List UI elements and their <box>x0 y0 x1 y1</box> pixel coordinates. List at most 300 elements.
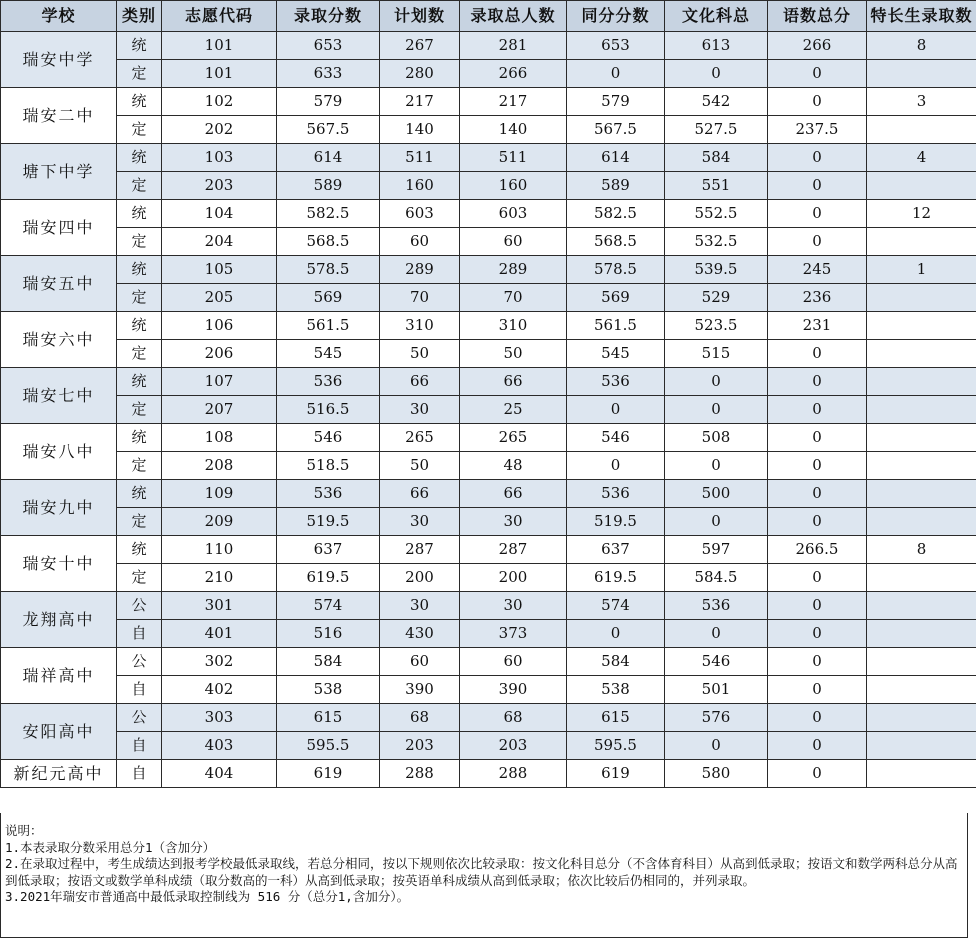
category-cell: 统 <box>117 256 162 284</box>
culture-total-cell: 0 <box>665 732 768 760</box>
admitted-total-cell: 266 <box>460 60 567 88</box>
school-name-cell: 新纪元高中 <box>1 760 117 788</box>
tie-score-cell: 536 <box>567 368 665 396</box>
plan-count-cell: 70 <box>380 284 460 312</box>
tie-score-cell: 615 <box>567 704 665 732</box>
admission-score-cell: 516 <box>277 620 380 648</box>
admission-score-cell: 519.5 <box>277 508 380 536</box>
chinese-math-total-cell: 0 <box>768 452 867 480</box>
specialty-count-cell <box>867 480 976 508</box>
tie-score-cell: 595.5 <box>567 732 665 760</box>
school-name-cell: 安阳高中 <box>1 704 117 760</box>
specialty-count-cell <box>867 340 976 368</box>
culture-total-cell: 501 <box>665 676 768 704</box>
culture-total-cell: 536 <box>665 592 768 620</box>
specialty-count-cell <box>867 592 976 620</box>
admission-score-cell: 574 <box>277 592 380 620</box>
notes-title: 说明： <box>5 823 43 838</box>
admitted-total-cell: 373 <box>460 620 567 648</box>
tie-score-cell: 0 <box>567 60 665 88</box>
admitted-total-cell: 217 <box>460 88 567 116</box>
code-cell: 204 <box>162 228 277 256</box>
header-tie-score: 同分分数 <box>567 1 665 32</box>
culture-total-cell: 529 <box>665 284 768 312</box>
plan-count-cell: 265 <box>380 424 460 452</box>
table-row <box>1 676 976 704</box>
specialty-count-cell: 4 <box>867 144 976 172</box>
category-cell: 公 <box>117 704 162 732</box>
admission-score-cell: 584 <box>277 648 380 676</box>
code-cell: 404 <box>162 760 277 788</box>
admitted-total-cell: 265 <box>460 424 567 452</box>
header-row <box>1 1 976 32</box>
tie-score-cell: 538 <box>567 676 665 704</box>
school-name-cell: 瑞安六中 <box>1 312 117 368</box>
specialty-count-cell <box>867 508 976 536</box>
header-code: 志愿代码 <box>162 1 277 32</box>
plan-count-cell: 66 <box>380 480 460 508</box>
admitted-total-cell: 287 <box>460 536 567 564</box>
admission-score-cell: 579 <box>277 88 380 116</box>
tie-score-cell: 619 <box>567 760 665 788</box>
table-row <box>1 620 976 648</box>
culture-total-cell: 542 <box>665 88 768 116</box>
table-row <box>1 172 976 200</box>
admission-score-cell: 637 <box>277 536 380 564</box>
code-cell: 303 <box>162 704 277 732</box>
table-row <box>1 452 976 480</box>
specialty-count-cell <box>867 228 976 256</box>
code-cell: 109 <box>162 480 277 508</box>
admitted-total-cell: 48 <box>460 452 567 480</box>
admitted-total-cell: 281 <box>460 32 567 60</box>
table-row <box>1 116 976 144</box>
header-plan-count: 计划数 <box>380 1 460 32</box>
culture-total-cell: 539.5 <box>665 256 768 284</box>
school-name-cell: 瑞安十中 <box>1 536 117 592</box>
chinese-math-total-cell: 0 <box>768 508 867 536</box>
table-row <box>1 592 976 620</box>
header-admission-score: 录取分数 <box>277 1 380 32</box>
admission-score-cell: 589 <box>277 172 380 200</box>
category-cell: 统 <box>117 312 162 340</box>
table-row <box>1 340 976 368</box>
specialty-count-cell <box>867 396 976 424</box>
code-cell: 301 <box>162 592 277 620</box>
admitted-total-cell: 30 <box>460 508 567 536</box>
plan-count-cell: 66 <box>380 368 460 396</box>
specialty-count-cell <box>867 172 976 200</box>
admitted-total-cell: 203 <box>460 732 567 760</box>
admitted-total-cell: 511 <box>460 144 567 172</box>
chinese-math-total-cell: 266 <box>768 32 867 60</box>
culture-total-cell: 584.5 <box>665 564 768 592</box>
tie-score-cell: 582.5 <box>567 200 665 228</box>
table-row <box>1 396 976 424</box>
code-cell: 104 <box>162 200 277 228</box>
admitted-total-cell: 160 <box>460 172 567 200</box>
code-cell: 105 <box>162 256 277 284</box>
tie-score-cell: 568.5 <box>567 228 665 256</box>
admitted-total-cell: 66 <box>460 368 567 396</box>
category-cell: 公 <box>117 592 162 620</box>
code-cell: 402 <box>162 676 277 704</box>
plan-count-cell: 30 <box>380 396 460 424</box>
notes-line-3: 3.2021年瑞安市普通高中最低录取控制线为 516 分（总分1,含加分）。 <box>5 889 410 904</box>
category-cell: 统 <box>117 144 162 172</box>
culture-total-cell: 523.5 <box>665 312 768 340</box>
chinese-math-total-cell: 266.5 <box>768 536 867 564</box>
admission-score-cell: 516.5 <box>277 396 380 424</box>
chinese-math-total-cell: 0 <box>768 144 867 172</box>
code-cell: 101 <box>162 32 277 60</box>
plan-count-cell: 390 <box>380 676 460 704</box>
admitted-total-cell: 289 <box>460 256 567 284</box>
plan-count-cell: 430 <box>380 620 460 648</box>
header-admitted-total: 录取总人数 <box>460 1 567 32</box>
category-cell: 自 <box>117 620 162 648</box>
chinese-math-total-cell: 0 <box>768 704 867 732</box>
table-row <box>1 368 976 396</box>
plan-count-cell: 511 <box>380 144 460 172</box>
admitted-total-cell: 310 <box>460 312 567 340</box>
category-cell: 自 <box>117 676 162 704</box>
chinese-math-total-cell: 0 <box>768 620 867 648</box>
tie-score-cell: 578.5 <box>567 256 665 284</box>
code-cell: 302 <box>162 648 277 676</box>
category-cell: 统 <box>117 368 162 396</box>
table-row <box>1 144 976 172</box>
code-cell: 208 <box>162 452 277 480</box>
category-cell: 统 <box>117 536 162 564</box>
culture-total-cell: 527.5 <box>665 116 768 144</box>
admission-score-cell: 546 <box>277 424 380 452</box>
notes-section <box>0 813 968 938</box>
table-row <box>1 32 976 60</box>
category-cell: 公 <box>117 648 162 676</box>
culture-total-cell: 580 <box>665 760 768 788</box>
chinese-math-total-cell: 0 <box>768 60 867 88</box>
specialty-count-cell: 12 <box>867 200 976 228</box>
culture-total-cell: 508 <box>665 424 768 452</box>
admitted-total-cell: 140 <box>460 116 567 144</box>
chinese-math-total-cell: 0 <box>768 592 867 620</box>
admitted-total-cell: 60 <box>460 648 567 676</box>
category-cell: 定 <box>117 228 162 256</box>
culture-total-cell: 500 <box>665 480 768 508</box>
specialty-count-cell <box>867 424 976 452</box>
school-name-cell: 瑞安五中 <box>1 256 117 312</box>
school-name-cell: 瑞安七中 <box>1 368 117 424</box>
tie-score-cell: 653 <box>567 32 665 60</box>
specialty-count-cell <box>867 60 976 88</box>
table-row <box>1 564 976 592</box>
admitted-total-cell: 50 <box>460 340 567 368</box>
tie-score-cell: 536 <box>567 480 665 508</box>
school-name-cell: 瑞祥高中 <box>1 648 117 704</box>
tie-score-cell: 519.5 <box>567 508 665 536</box>
chinese-math-total-cell: 0 <box>768 564 867 592</box>
tie-score-cell: 0 <box>567 396 665 424</box>
table-row <box>1 732 976 760</box>
specialty-count-cell <box>867 648 976 676</box>
specialty-count-cell: 1 <box>867 256 976 284</box>
school-name-cell: 瑞安四中 <box>1 200 117 256</box>
category-cell: 统 <box>117 200 162 228</box>
plan-count-cell: 280 <box>380 60 460 88</box>
tie-score-cell: 574 <box>567 592 665 620</box>
admission-score-cell: 545 <box>277 340 380 368</box>
specialty-count-cell <box>867 704 976 732</box>
culture-total-cell: 0 <box>665 452 768 480</box>
specialty-count-cell <box>867 368 976 396</box>
admission-score-cell: 582.5 <box>277 200 380 228</box>
culture-total-cell: 597 <box>665 536 768 564</box>
school-name-cell: 瑞安二中 <box>1 88 117 144</box>
admitted-total-cell: 66 <box>460 480 567 508</box>
plan-count-cell: 203 <box>380 732 460 760</box>
culture-total-cell: 0 <box>665 396 768 424</box>
school-name-cell: 塘下中学 <box>1 144 117 200</box>
table-row <box>1 228 976 256</box>
chinese-math-total-cell: 0 <box>768 480 867 508</box>
plan-count-cell: 140 <box>380 116 460 144</box>
school-name-cell: 瑞安九中 <box>1 480 117 536</box>
chinese-math-total-cell: 236 <box>768 284 867 312</box>
table-row <box>1 256 976 284</box>
plan-count-cell: 50 <box>380 452 460 480</box>
category-cell: 自 <box>117 732 162 760</box>
culture-total-cell: 552.5 <box>665 200 768 228</box>
code-cell: 103 <box>162 144 277 172</box>
code-cell: 205 <box>162 284 277 312</box>
tie-score-cell: 567.5 <box>567 116 665 144</box>
admission-score-cell: 615 <box>277 704 380 732</box>
culture-total-cell: 551 <box>665 172 768 200</box>
code-cell: 106 <box>162 312 277 340</box>
code-cell: 202 <box>162 116 277 144</box>
header-specialty-count: 特长生录取数 <box>867 1 976 32</box>
admitted-total-cell: 390 <box>460 676 567 704</box>
admission-score-cell: 653 <box>277 32 380 60</box>
header-chinese-math-total: 语数总分 <box>768 1 867 32</box>
admitted-total-cell: 30 <box>460 592 567 620</box>
tie-score-cell: 546 <box>567 424 665 452</box>
plan-count-cell: 30 <box>380 508 460 536</box>
specialty-count-cell: 3 <box>867 88 976 116</box>
chinese-math-total-cell: 0 <box>768 676 867 704</box>
category-cell: 定 <box>117 116 162 144</box>
plan-count-cell: 60 <box>380 648 460 676</box>
code-cell: 403 <box>162 732 277 760</box>
plan-count-cell: 267 <box>380 32 460 60</box>
tie-score-cell: 584 <box>567 648 665 676</box>
category-cell: 统 <box>117 88 162 116</box>
admission-score-cell: 619.5 <box>277 564 380 592</box>
chinese-math-total-cell: 0 <box>768 760 867 788</box>
admitted-total-cell: 200 <box>460 564 567 592</box>
category-cell: 定 <box>117 172 162 200</box>
admission-score-cell: 567.5 <box>277 116 380 144</box>
chinese-math-total-cell: 0 <box>768 340 867 368</box>
category-cell: 定 <box>117 340 162 368</box>
admission-score-cell: 614 <box>277 144 380 172</box>
code-cell: 110 <box>162 536 277 564</box>
notes-line-2: 2.在录取过程中，考生成绩达到报考学校最低录取线，若总分相同，按以下规则依次比较录取：按文化科目总分（不含体育科目）从高到低录取；按语文和数学两科总分从高到低录取；按语文或数学单科成绩（取分数高的一科）从高到低录取；按英语单科成绩从高到低录取；依次比较后仍相同的，并列录取。 <box>5 856 958 888</box>
tie-score-cell: 579 <box>567 88 665 116</box>
tie-score-cell: 561.5 <box>567 312 665 340</box>
plan-count-cell: 217 <box>380 88 460 116</box>
admission-score-cell: 561.5 <box>277 312 380 340</box>
table-row <box>1 508 976 536</box>
chinese-math-total-cell: 237.5 <box>768 116 867 144</box>
admission-score-cell: 595.5 <box>277 732 380 760</box>
category-cell: 统 <box>117 480 162 508</box>
culture-total-cell: 613 <box>665 32 768 60</box>
code-cell: 203 <box>162 172 277 200</box>
specialty-count-cell <box>867 312 976 340</box>
notes-line-1: 1.本表录取分数采用总分1（含加分） <box>5 839 216 855</box>
plan-count-cell: 160 <box>380 172 460 200</box>
code-cell: 107 <box>162 368 277 396</box>
plan-count-cell: 60 <box>380 228 460 256</box>
chinese-math-total-cell: 0 <box>768 88 867 116</box>
code-cell: 207 <box>162 396 277 424</box>
plan-count-cell: 287 <box>380 536 460 564</box>
specialty-count-cell <box>867 760 976 788</box>
tie-score-cell: 545 <box>567 340 665 368</box>
category-cell: 定 <box>117 396 162 424</box>
specialty-count-cell <box>867 452 976 480</box>
code-cell: 401 <box>162 620 277 648</box>
admission-score-cell: 569 <box>277 284 380 312</box>
header-culture-total: 文化科总 <box>665 1 768 32</box>
code-cell: 108 <box>162 424 277 452</box>
plan-count-cell: 603 <box>380 200 460 228</box>
chinese-math-total-cell: 0 <box>768 368 867 396</box>
admitted-total-cell: 25 <box>460 396 567 424</box>
admitted-total-cell: 60 <box>460 228 567 256</box>
specialty-count-cell <box>867 620 976 648</box>
table-row <box>1 88 976 116</box>
admission-score-cell: 568.5 <box>277 228 380 256</box>
chinese-math-total-cell: 245 <box>768 256 867 284</box>
category-cell: 统 <box>117 424 162 452</box>
admission-score-cell: 518.5 <box>277 452 380 480</box>
culture-total-cell: 0 <box>665 60 768 88</box>
culture-total-cell: 584 <box>665 144 768 172</box>
culture-total-cell: 0 <box>665 620 768 648</box>
school-name-cell: 瑞安八中 <box>1 424 117 480</box>
admitted-total-cell: 70 <box>460 284 567 312</box>
table-row <box>1 284 976 312</box>
plan-count-cell: 30 <box>380 592 460 620</box>
culture-total-cell: 546 <box>665 648 768 676</box>
table-row <box>1 200 976 228</box>
admitted-total-cell: 603 <box>460 200 567 228</box>
chinese-math-total-cell: 0 <box>768 200 867 228</box>
chinese-math-total-cell: 0 <box>768 172 867 200</box>
header-school: 学校 <box>1 1 117 32</box>
school-name-cell: 龙翔高中 <box>1 592 117 648</box>
tie-score-cell: 619.5 <box>567 564 665 592</box>
table-row <box>1 536 976 564</box>
plan-count-cell: 310 <box>380 312 460 340</box>
code-cell: 102 <box>162 88 277 116</box>
specialty-count-cell: 8 <box>867 536 976 564</box>
culture-total-cell: 0 <box>665 508 768 536</box>
header-category: 类别 <box>117 1 162 32</box>
admission-score-cell: 578.5 <box>277 256 380 284</box>
chinese-math-total-cell: 0 <box>768 396 867 424</box>
specialty-count-cell <box>867 284 976 312</box>
tie-score-cell: 569 <box>567 284 665 312</box>
table-row <box>1 424 976 452</box>
table-row <box>1 312 976 340</box>
category-cell: 定 <box>117 284 162 312</box>
chinese-math-total-cell: 0 <box>768 732 867 760</box>
culture-total-cell: 576 <box>665 704 768 732</box>
culture-total-cell: 532.5 <box>665 228 768 256</box>
category-cell: 定 <box>117 60 162 88</box>
admission-score-cell: 538 <box>277 676 380 704</box>
plan-count-cell: 68 <box>380 704 460 732</box>
category-cell: 自 <box>117 760 162 788</box>
chinese-math-total-cell: 231 <box>768 312 867 340</box>
tie-score-cell: 0 <box>567 452 665 480</box>
category-cell: 定 <box>117 452 162 480</box>
code-cell: 210 <box>162 564 277 592</box>
plan-count-cell: 200 <box>380 564 460 592</box>
table-body <box>1 32 976 788</box>
table-row <box>1 648 976 676</box>
tie-score-cell: 589 <box>567 172 665 200</box>
chinese-math-total-cell: 0 <box>768 424 867 452</box>
admitted-total-cell: 68 <box>460 704 567 732</box>
admission-score-cell: 536 <box>277 480 380 508</box>
admission-score-cell: 633 <box>277 60 380 88</box>
specialty-count-cell <box>867 732 976 760</box>
plan-count-cell: 289 <box>380 256 460 284</box>
table-row <box>1 760 976 788</box>
school-name-cell: 瑞安中学 <box>1 32 117 88</box>
admission-score-cell: 619 <box>277 760 380 788</box>
tie-score-cell: 637 <box>567 536 665 564</box>
specialty-count-cell <box>867 564 976 592</box>
culture-total-cell: 515 <box>665 340 768 368</box>
code-cell: 101 <box>162 60 277 88</box>
admitted-total-cell: 288 <box>460 760 567 788</box>
code-cell: 209 <box>162 508 277 536</box>
category-cell: 统 <box>117 32 162 60</box>
specialty-count-cell: 8 <box>867 32 976 60</box>
tie-score-cell: 614 <box>567 144 665 172</box>
tie-score-cell: 0 <box>567 620 665 648</box>
specialty-count-cell <box>867 116 976 144</box>
culture-total-cell: 0 <box>665 368 768 396</box>
category-cell: 定 <box>117 508 162 536</box>
table-row <box>1 60 976 88</box>
plan-count-cell: 288 <box>380 760 460 788</box>
chinese-math-total-cell: 0 <box>768 228 867 256</box>
specialty-count-cell <box>867 676 976 704</box>
table-row <box>1 480 976 508</box>
code-cell: 206 <box>162 340 277 368</box>
category-cell: 定 <box>117 564 162 592</box>
plan-count-cell: 50 <box>380 340 460 368</box>
table-row <box>1 704 976 732</box>
admission-score-cell: 536 <box>277 368 380 396</box>
